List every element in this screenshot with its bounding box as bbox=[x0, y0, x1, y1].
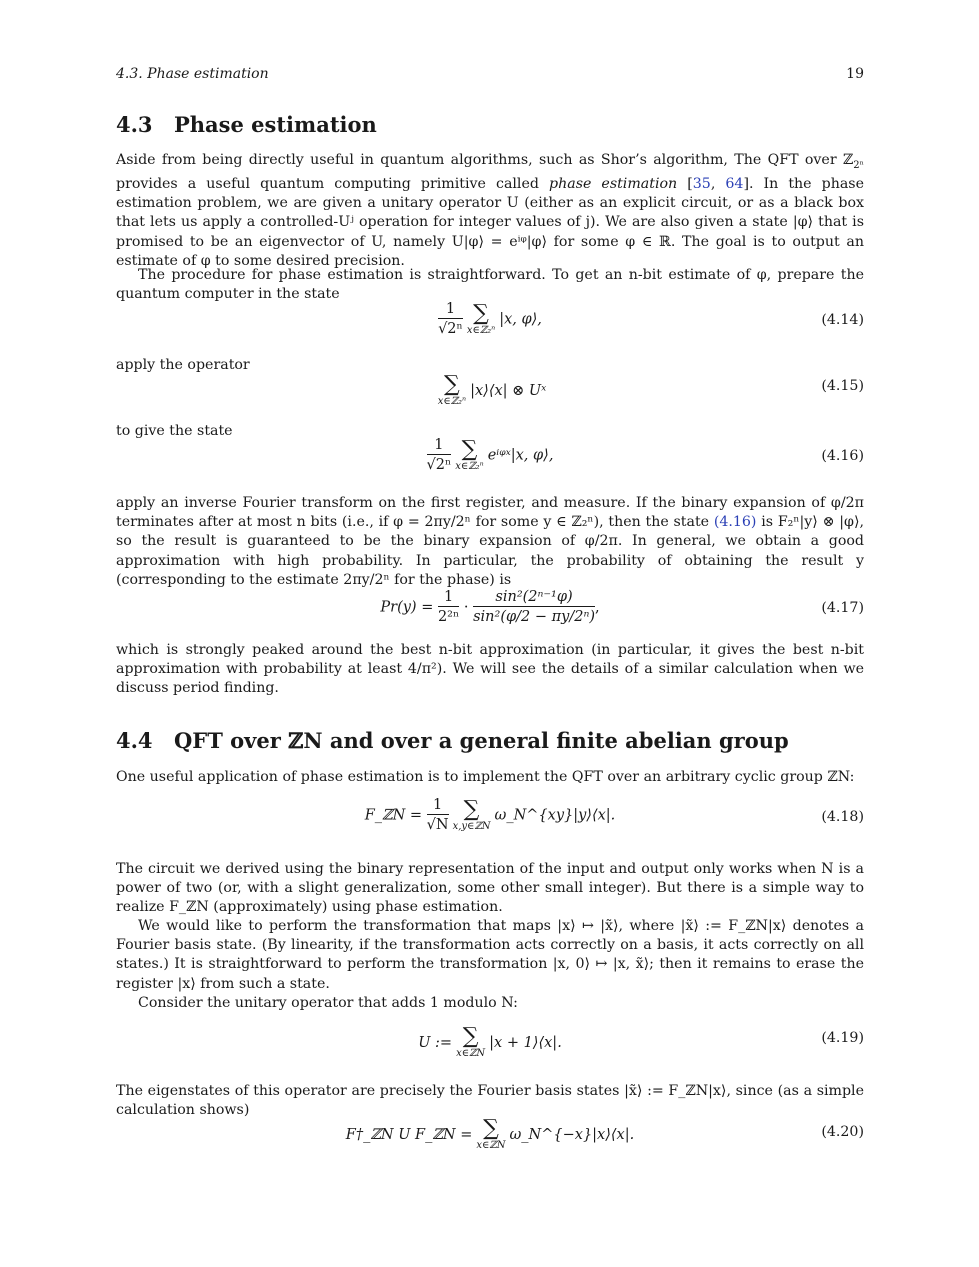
equation-lhs: Pr(y) = bbox=[380, 599, 434, 616]
section-number: 4.3 bbox=[116, 112, 153, 137]
summation-index: x∈ℤ₂ⁿ bbox=[455, 460, 484, 472]
text-run: ]. In the phase estimation problem, we are given a unitary operator U (either as an explicit circuit, or as a black box that lets us apply a controlled-Uʲ operation for integer values of j). We are also given a state |φ⟩ that is promised to be an eigenvector of U, namely U|φ⟩ = eⁱᵠ|φ⟩ for some φ ∈ ℝ. The goal is to output an estimate of φ to some desired precision. bbox=[116, 176, 864, 269]
paragraph-inverse-fourier bbox=[116, 494, 864, 590]
numerator: sin²(2ⁿ⁻¹φ) bbox=[473, 588, 595, 607]
equation-lhs: F_ℤN = bbox=[364, 807, 423, 824]
summation: ∑ x∈ℤ₂ⁿ bbox=[466, 300, 496, 336]
fraction bbox=[438, 300, 463, 339]
running-header-section: 4.3. Phase estimation bbox=[116, 66, 269, 82]
page-number: 19 bbox=[846, 66, 864, 82]
paragraph-eigenstates: The eigenstates of this operator are precisely the Fourier basis states |x̃⟩ := F_ℤN|x⟩, since (as a simple calculation shows) bbox=[116, 1083, 864, 1119]
equation-term: ω_N^{xy}|y⟩⟨x|. bbox=[494, 807, 616, 824]
equation-number: (4.15) bbox=[821, 378, 864, 394]
section-title: Phase estimation bbox=[174, 112, 377, 137]
equation-reference-link[interactable]: (4.16) bbox=[713, 514, 757, 531]
emphasis-phase-estimation: phase estimation bbox=[549, 176, 678, 193]
denominator: √2ⁿ bbox=[438, 321, 463, 337]
section-title: QFT over ℤN and over a general finite abelian group bbox=[174, 728, 789, 753]
numerator: 1 bbox=[438, 300, 463, 319]
denominator: √2ⁿ bbox=[426, 457, 452, 473]
equation-4-18 bbox=[116, 796, 864, 846]
equation-term: eⁱᵠˣ|x, φ⟩, bbox=[487, 447, 554, 464]
section-heading-4-4 bbox=[116, 728, 789, 753]
text-apply-operator: apply the operator bbox=[116, 357, 250, 373]
citation-link[interactable]: 64 bbox=[725, 176, 744, 193]
fraction bbox=[438, 588, 459, 627]
text-run: is F₂ⁿ|y⟩ ⊗ |φ⟩, so the result is guaranteed to be the binary expansion of φ/2π. In general, we obtain a good approximation with high probability. In particular, the probability of obtaining the result y (corresponding to the estimate 2πy/2ⁿ for the phase) is bbox=[116, 514, 864, 588]
punctuation: , bbox=[594, 599, 600, 616]
text-run: Aside from being directly useful in quantum algorithms, such as Shor’s algorithm, The QFT over ℤ bbox=[116, 152, 854, 168]
paragraph-intro bbox=[116, 151, 864, 271]
summation: ∑ x∈ℤ₂ⁿ bbox=[455, 436, 484, 472]
summation-index: x,y∈ℤN bbox=[452, 820, 491, 832]
equation-term: ω_N^{−x}|x⟩⟨x|. bbox=[509, 1127, 635, 1143]
text-run: provides a useful quantum computing primitive called bbox=[116, 176, 550, 193]
operator: · bbox=[463, 599, 469, 616]
equation-4-17 bbox=[116, 588, 864, 636]
equation-term: |x + 1⟩⟨x|. bbox=[489, 1035, 562, 1051]
fraction bbox=[473, 588, 595, 627]
equation-lhs: U := bbox=[418, 1035, 453, 1051]
text-run: [ bbox=[677, 176, 693, 193]
summation: ∑ x∈ℤ₂ⁿ bbox=[437, 372, 467, 407]
equation-number: (4.19) bbox=[821, 1030, 864, 1046]
equation-4-19 bbox=[116, 1026, 864, 1068]
numerator: 1 bbox=[427, 436, 452, 455]
fraction bbox=[427, 796, 449, 835]
equation-term: |x⟩⟨x| ⊗ Uˣ bbox=[470, 383, 547, 399]
text-give-state: to give the state bbox=[116, 423, 233, 439]
numerator: 1 bbox=[427, 796, 449, 815]
equation-number: (4.16) bbox=[821, 448, 864, 464]
equation-4-14 bbox=[116, 300, 864, 346]
equation-4-16 bbox=[116, 436, 864, 482]
paragraph-circuit: The circuit we derived using the binary representation of the input and output only works when N is a power of two (or, with a slight generalization, some other small integer). But there is a simple way to realize F_ℤN (approximately) using phase estimation. bbox=[116, 861, 864, 916]
text-run: apply an inverse Fourier transform on the first register, and measure. If the binary expansion of φ/2π terminates after at most n bits (i.e., if φ = 2πy/2ⁿ for some y ∈ ℤ₂ⁿ), then the state bbox=[116, 495, 864, 531]
running-header bbox=[116, 66, 864, 82]
denominator: sin²(φ/2 − πy/2ⁿ) bbox=[473, 609, 595, 625]
summation-index: x∈ℤ₂ⁿ bbox=[466, 324, 496, 336]
paragraph-procedure: The procedure for phase estimation is straightforward. To get an n-bit estimate of φ, prepare the quantum computer in the state bbox=[116, 267, 864, 303]
paragraph-unitary: Consider the unitary operator that adds 1 modulo N: bbox=[138, 995, 518, 1011]
summation-index: x∈ℤN bbox=[456, 1048, 486, 1059]
denominator: 2²ⁿ bbox=[437, 609, 460, 625]
citation-link[interactable]: 35 bbox=[692, 176, 711, 193]
numerator: 1 bbox=[438, 588, 459, 607]
equation-number: (4.17) bbox=[821, 600, 864, 616]
equation-number: (4.14) bbox=[821, 312, 864, 328]
text-run: , bbox=[710, 176, 726, 193]
equation-term: |x, φ⟩, bbox=[499, 311, 542, 328]
equation-lhs: F†_ℤN U F_ℤN = bbox=[345, 1127, 473, 1143]
summation-index: x∈ℤ₂ⁿ bbox=[437, 396, 467, 407]
section-number: 4.4 bbox=[116, 728, 153, 753]
paragraph-peaked: which is strongly peaked around the best n-bit approximation (in particular, it gives the best n-bit approximation with probability at least 4/π²). We will see the details of a similar calculation when we discuss period finding. bbox=[116, 642, 864, 697]
equation-number: (4.20) bbox=[821, 1124, 864, 1140]
denominator: √N bbox=[426, 817, 449, 833]
fraction bbox=[427, 436, 452, 475]
paragraph-application: One useful application of phase estimation is to implement the QFT over an arbitrary cyclic group ℤN: bbox=[116, 769, 855, 785]
paragraph-transformation: We would like to perform the transformation that maps |x⟩ ↦ |x̃⟩, where |x̃⟩ := F_ℤN|x⟩ denotes a Fourier basis state. (By linearity, if the transformation acts correctly on a basis, it acts correctly on all states.) It is straightforward to perform the transformation |x, 0⟩ ↦ |x, x̃⟩; then it remains to erase the register |x⟩ from such a state. bbox=[116, 918, 864, 992]
summation-index: x∈ℤN bbox=[476, 1140, 506, 1151]
section-heading-4-3 bbox=[116, 112, 377, 137]
summation: ∑ x∈ℤN bbox=[476, 1116, 506, 1151]
equation-4-15 bbox=[116, 374, 864, 414]
summation: ∑ x,y∈ℤN bbox=[452, 796, 491, 832]
equation-number: (4.18) bbox=[821, 809, 864, 825]
text-sub: 2ⁿ bbox=[853, 159, 864, 171]
equation-4-20 bbox=[116, 1118, 864, 1162]
summation: ∑ x∈ℤN bbox=[456, 1024, 486, 1059]
